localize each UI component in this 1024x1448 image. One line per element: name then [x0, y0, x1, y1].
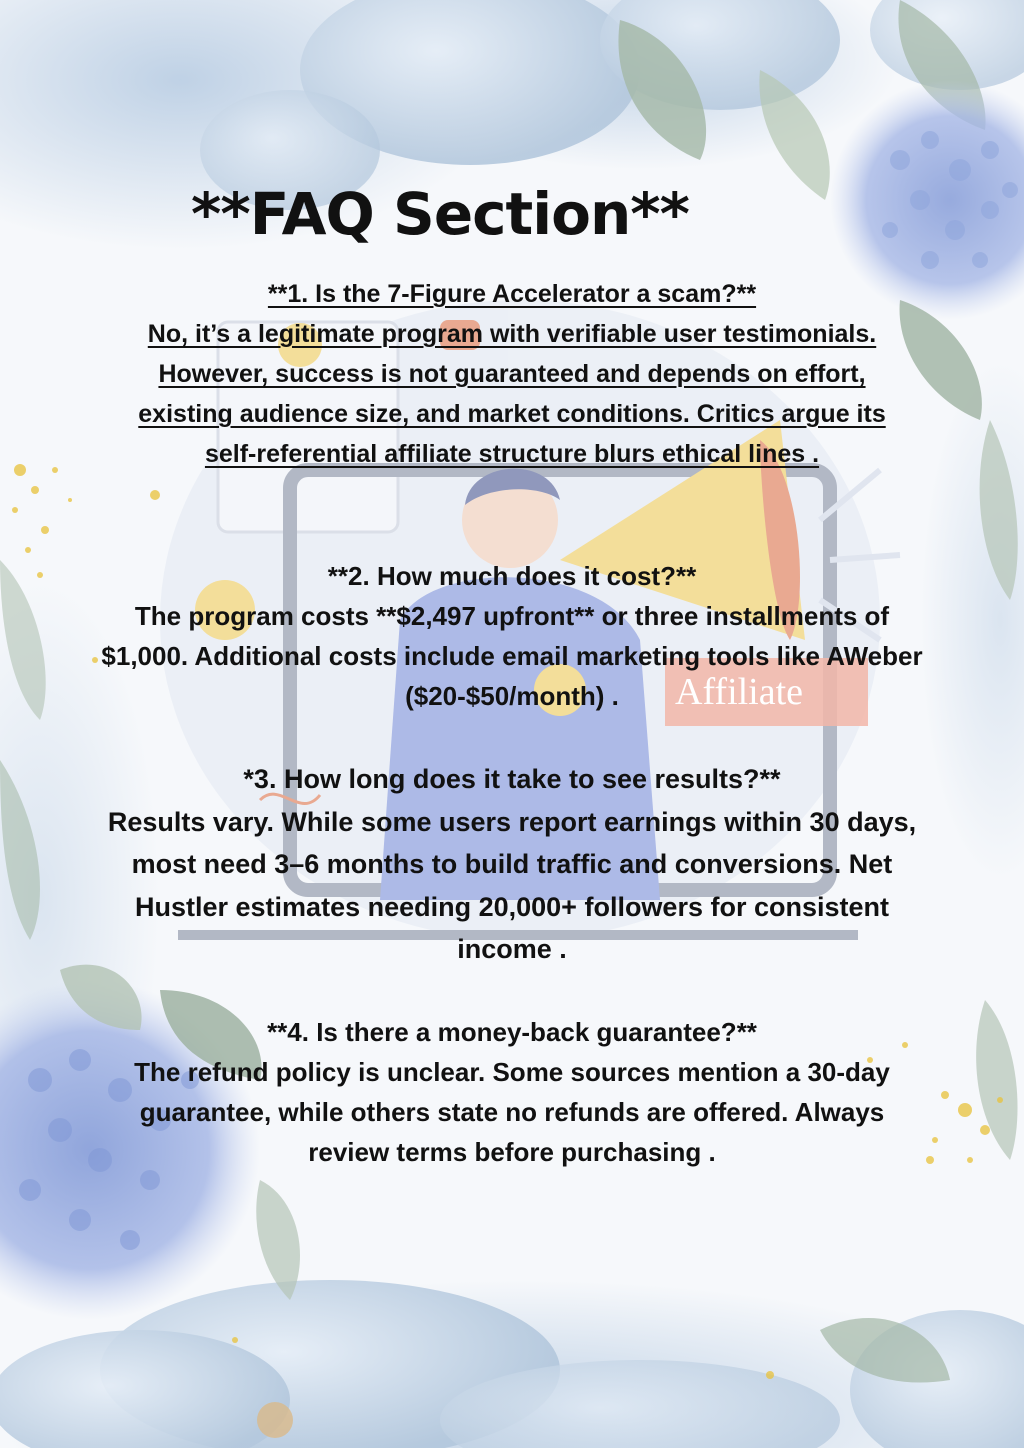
affiliate-label: Affiliate [675, 671, 804, 713]
faq-question-4: **4. Is there a money-back guarantee?** [267, 1017, 757, 1047]
faq-answer-2: The program costs **$2,497 upfront** or three installments of $1,000. Additional costs include email marketing tools like AWeber ($20-$50/month) . [101, 601, 923, 711]
faq-question-2: **2. How much does it cost?** [327, 561, 697, 591]
faq-item-2 [0, 556, 1024, 716]
faq-answer-3: Results vary. While some users report earnings within 30 days, most need 3–6 months to build traffic and conversions. Net Hustler estimates needing 20,000+ followers for consistent income . [107, 806, 917, 964]
page-title: **FAQ Section** [191, 180, 689, 248]
faq-item-3 [0, 758, 1024, 971]
faq-question-3: *3. How long does it take to see results?** [243, 764, 781, 794]
faq-answer-4: The refund policy is unclear. Some sources mention a 30-day guarantee, while others state no refunds are offered. Always review terms before purchasing . [134, 1057, 890, 1167]
faq-question-1: **1. Is the 7-Figure Accelerator a scam?** [267, 280, 757, 308]
faq-answer-1: No, it’s a legitimate program with verifiable user testimonials. However, success is not guaranteed and depends on effort, existing audience size, and market conditions. Critics argue its self-referential affiliate structure blurs ethical lines . [138, 320, 886, 468]
faq-item-4 [0, 1012, 1024, 1172]
faq-item-1 [0, 274, 1024, 474]
